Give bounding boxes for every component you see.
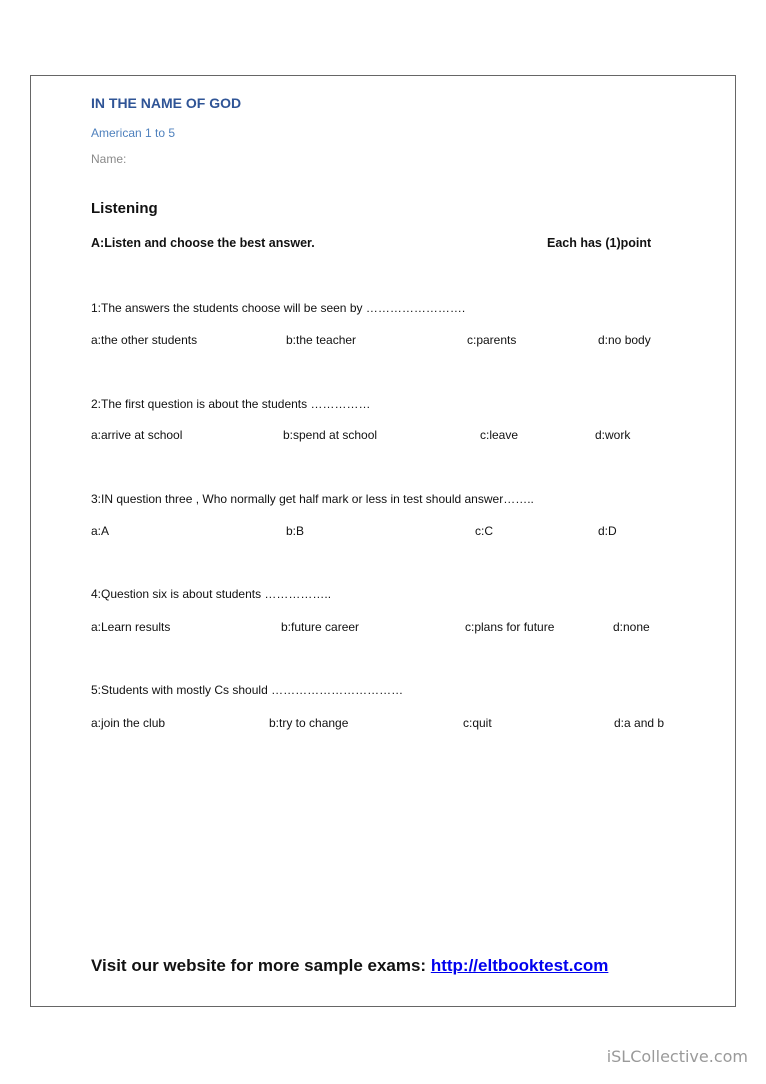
page-title: IN THE NAME OF GOD xyxy=(91,95,242,111)
course-subtitle: American 1 to 5 xyxy=(91,126,176,140)
question-3-option-c: c:C xyxy=(475,524,493,538)
question-1: 1:The answers the students choose will be seen by ……………………. xyxy=(91,301,466,315)
question-1-option-c: c:parents xyxy=(467,333,517,347)
question-4: 4:Question six is about students …………….. xyxy=(91,587,332,601)
website-link[interactable]: http://eltbooktest.com xyxy=(430,956,609,975)
section-instruction: A:Listen and choose the best answer. xyxy=(91,236,315,250)
question-3-option-b: b:B xyxy=(286,524,305,538)
question-2-option-d: d:work xyxy=(595,428,631,442)
question-5-option-a: a:join the club xyxy=(91,716,166,730)
question-4-option-d: d:none xyxy=(613,620,650,634)
points-note: Each has (1)point xyxy=(547,236,652,250)
footer-text: Visit our website for more sample exams: xyxy=(91,956,431,975)
question-5: 5:Students with mostly Cs should …………………………… xyxy=(91,683,404,697)
question-2-option-b: b:spend at school xyxy=(283,428,378,442)
question-4-option-b: b:future career xyxy=(281,620,360,634)
question-3-option-d: d:D xyxy=(598,524,617,538)
question-2-option-a: a:arrive at school xyxy=(91,428,183,442)
question-5-option-c: c:quit xyxy=(463,716,492,730)
name-label: Name: xyxy=(91,152,127,166)
footer-promo xyxy=(91,956,608,976)
question-2-option-c: c:leave xyxy=(480,428,519,442)
question-3-option-a: a:A xyxy=(91,524,110,538)
watermark: iSLCollective.com xyxy=(606,1047,748,1066)
question-3: 3:IN question three , Who normally get half mark or less in test should answer…….. xyxy=(91,492,534,506)
question-5-option-b: b:try to change xyxy=(269,716,349,730)
section-heading: Listening xyxy=(91,200,158,217)
question-4-option-a: a:Learn results xyxy=(91,620,171,634)
question-1-option-a: a:the other students xyxy=(91,333,198,347)
question-1-option-d: d:no body xyxy=(598,333,651,347)
question-4-option-c: c:plans for future xyxy=(465,620,555,634)
question-2: 2:The first question is about the students …………… xyxy=(91,397,371,411)
question-5-option-d: d:a and b xyxy=(614,716,665,730)
worksheet-page xyxy=(30,75,736,1007)
question-1-option-b: b:the teacher xyxy=(286,333,357,347)
